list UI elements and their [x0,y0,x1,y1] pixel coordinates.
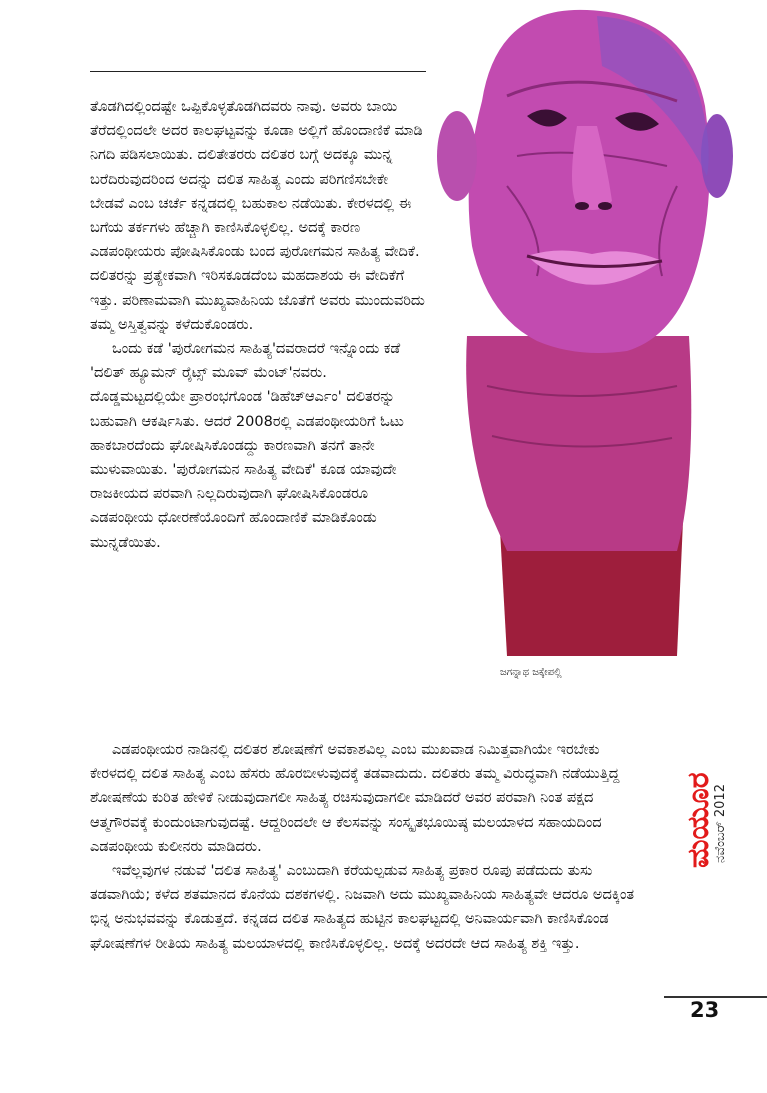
left-ear [437,111,477,201]
paragraph: ಇವೆಲ್ಲವುಗಳ ನಡುವೆ 'ದಲಿತ ಸಾಹಿತ್ಯ' ಎಂಬುದಾಗಿ ಕರೆಯಲ್ಪಡುವ ಸಾಹಿತ್ಯ ಪ್ರಕಾರ ರೂಪು ಪಡೆದುದು ತುಸು ತಡವಾಗಿಯೆ; ಕಳೆದ ಶತಮಾನದ ಕೊನೆಯ ದಶಕಗಳಲ್ಲಿ. ನಿಜವಾಗಿ ಅದು ಮುಖ್ಯವಾಹಿನಿಯ ಸಾಹಿತ್ಯವೇ ಆದರೂ ಅದಕ್ಕಿಂತ ಭಿನ್ನ ಅನುಭವವನ್ನು ಕೊಡುತ್ತದೆ. ಕನ್ನಡದ ದಲಿತ ಸಾಹಿತ್ಯದ ಹುಟ್ಟಿನ ಕಾಲಘಟ್ಟದಲ್ಲಿ ಅನಿವಾರ್ಯವಾಗಿ ಕಾಣಿಸಿಕೊಂಡ ಘೋಷಣೆಗಳ ರೀತಿಯ ಸಾಹಿತ್ಯ ಮಲಯಾಳದಲ್ಲಿ ಕಾಣಿಸಿಕೊಳ್ಳಲಿಲ್ಲ. ಅದಕ್ಕೆ ಅದರದೇ ಆದ ಸಾಹಿತ್ಯ ಶಕ್ತಿ ಇತ್ತು. [90,863,635,952]
article-full-width [90,738,650,956]
article-column [90,95,425,555]
paragraph: ಒಂದು ಕಡೆ 'ಪುರೋಗಮನ ಸಾಹಿತ್ಯ'ದವರಾದರೆ ಇನ್ನೊಂದು ಕಡೆ 'ದಲಿತ್ ಹ್ಯೂಮನ್ ರೈಟ್ಸ್ ಮೂವ್ ಮೆಂಟ್'ನವರು. ದೊಡ್ಡಮಟ್ಟದಲ್ಲಿಯೇ ಪ್ರಾರಂಭಗೊಂಡ 'ಡಿಹೆಚ್ಆರ್ಎಂ' ದಲಿತರನ್ನು ಬಹುವಾಗಿ ಆಕರ್ಷಿಸಿತು. ಆದರೆ 2008ರಲ್ಲಿ ಎಡಪಂಥೀಯರಿಗೆ ಓಟು ಹಾಕಬಾರದೆಂದು ಘೋಷಿಸಿಕೊಂಡದ್ದು ಕಾರಣವಾಗಿ ತನಗೆ ತಾನೇ ಮುಳುವಾಯಿತು. 'ಪುರೋಗಮನ ಸಾಹಿತ್ಯ ವೇದಿಕೆ' ಕೂಡ ಯಾವುದೇ ರಾಜಕೀಯದ ಪರವಾಗಿ ನಿಲ್ಲದಿರುವುದಾಗಿ ಘೋಷಿಸಿಕೊಂಡರೂ ಎಡಪಂಥೀಯ ಧೋರಣೆಯೊಂದಿಗೆ ಹೊಂದಾಣಿಕೆ ಮಾಡಿಕೊಂಡು ಮುನ್ನಡೆಯಿತು. [90,341,404,551]
paragraph: ಎಡಪಂಥೀಯರ ನಾಡಿನಲ್ಲಿ ದಲಿತರ ಶೋಷಣೆಗೆ ಅವಕಾಶವಿಲ್ಲ ಎಂಬ ಮುಖವಾಡ ನಿಮಿತ್ತವಾಗಿಯೇ ಇರಬೇಕು ಕೇರಳದಲ್ಲಿ ದಲಿತ ಸಾಹಿತ್ಯ ಎಂಬ ಹೆಸರು ಹೊರಬೀಳುವುದಕ್ಕೆ ತಡವಾದುದು. ದಲಿತರು ತಮ್ಮ ವಿರುದ್ಧವಾಗಿ ನಡೆಯುತ್ತಿದ್ದ ಶೋಷಣೆಯ ಕುರಿತ ಹೇಳಿಕೆ ನೀಡುವುದಾಗಲೀ ಸಾಹಿತ್ಯ ರಚಿಸುವುದಾಗಲೀ ಮಾಡಿದರೆ ಅವರ ಪರವಾಗಿ ನಿಂತ ಪಕ್ಷದ ಆತ್ಮಗೌರವಕ್ಕೆ ಕುಂದುಂಟಾಗುವುದಷ್ಟೆ. ಆದ್ದರಿಂದಲೇ ಆ ಕೆಲಸವನ್ನು ಸಂಸ್ಕೃತಭೂಯಿಷ್ಠ ಮಲಯಾಳದ ಸಹಾಯದಿಂದ ಎಡಪಂಥೀಯ ಕುಲೀನರು ಮಾಡಿದರು. [90,742,620,855]
sculpture-neck [466,336,691,551]
issue-date: ನವೆಂಬರ್ 2012 [713,784,728,863]
paragraph: ತೊಡಗಿದಲ್ಲಿಂದಷ್ಟೇ ಒಪ್ಪಿಕೊಳ್ಳತೊಡಗಿದವರು ನಾವು. ಅವರು ಬಾಯಿ ತೆರೆದಲ್ಲಿಂದಲೇ ಅದರ ಕಾಲಘಟ್ಟವನ್ನು ಕೂಡಾ ಅಲ್ಲಿಗೆ ಹೊಂದಾಣಿಕೆ ಮಾಡಿ ನಿಗದಿ ಪಡಿಸಲಾಯಿತು. ದಲಿತೇತರರು ದಲಿತರ ಬಗ್ಗೆ ಅದಕ್ಕೂ ಮುನ್ನ ಬರೆದಿರುವುದರಿಂದ ಅದನ್ನು ದಲಿತ ಸಾಹಿತ್ಯ ಎಂದು ಪರಿಗಣಿಸಬೇಕೇ ಬೇಡವೆ ಎಂಬ ಚರ್ಚೆ ಕನ್ನಡದಲ್ಲಿ ಬಹುಕಾಲ ನಡೆಯಿತು. ಕೇರಳದಲ್ಲಿ ಈ ಬಗೆಯ ತರ್ಕಗಳು ಹೆಚ್ಚಾಗಿ ಕಾಣಿಸಿಕೊಳ್ಳಲಿಲ್ಲ. ಅದಕ್ಕೆ ಕಾರಣ ಎಡಪಂಥೀಯರು ಪೋಷಿಸಿಕೊಂಡು ಬಂದ ಪುರೋಗಮನ ಸಾಹಿತ್ಯ ವೇದಿಕೆ. ದಲಿತರನ್ನು ಪ್ರತ್ಯೇಕವಾಗಿ ಇರಿಸಕೂಡದೆಂಬ ಮಹದಾಶಯ ಈ ವೇದಿಕೆಗೆ ಇತ್ತು. ಪರಿಣಾಮವಾಗಿ ಮುಖ್ಯವಾಹಿನಿಯ ಜೊತೆಗೆ ಅವರು ಮುಂದುವರಿದು ತಮ್ಮ ಅಸ್ತಿತ್ವವನ್ನು ಕಳೆದುಕೊಂಡರು. [90,99,425,333]
photo-caption: ಜಗನ್ನಾಥ ಜಕ್ಕೇಪಲ್ಲಿ [500,667,562,678]
magazine-logo: ಮಯೂರ [681,772,716,868]
top-rule [90,71,426,72]
page-number: 23 [690,998,720,1022]
sculpture-photo [427,6,740,661]
